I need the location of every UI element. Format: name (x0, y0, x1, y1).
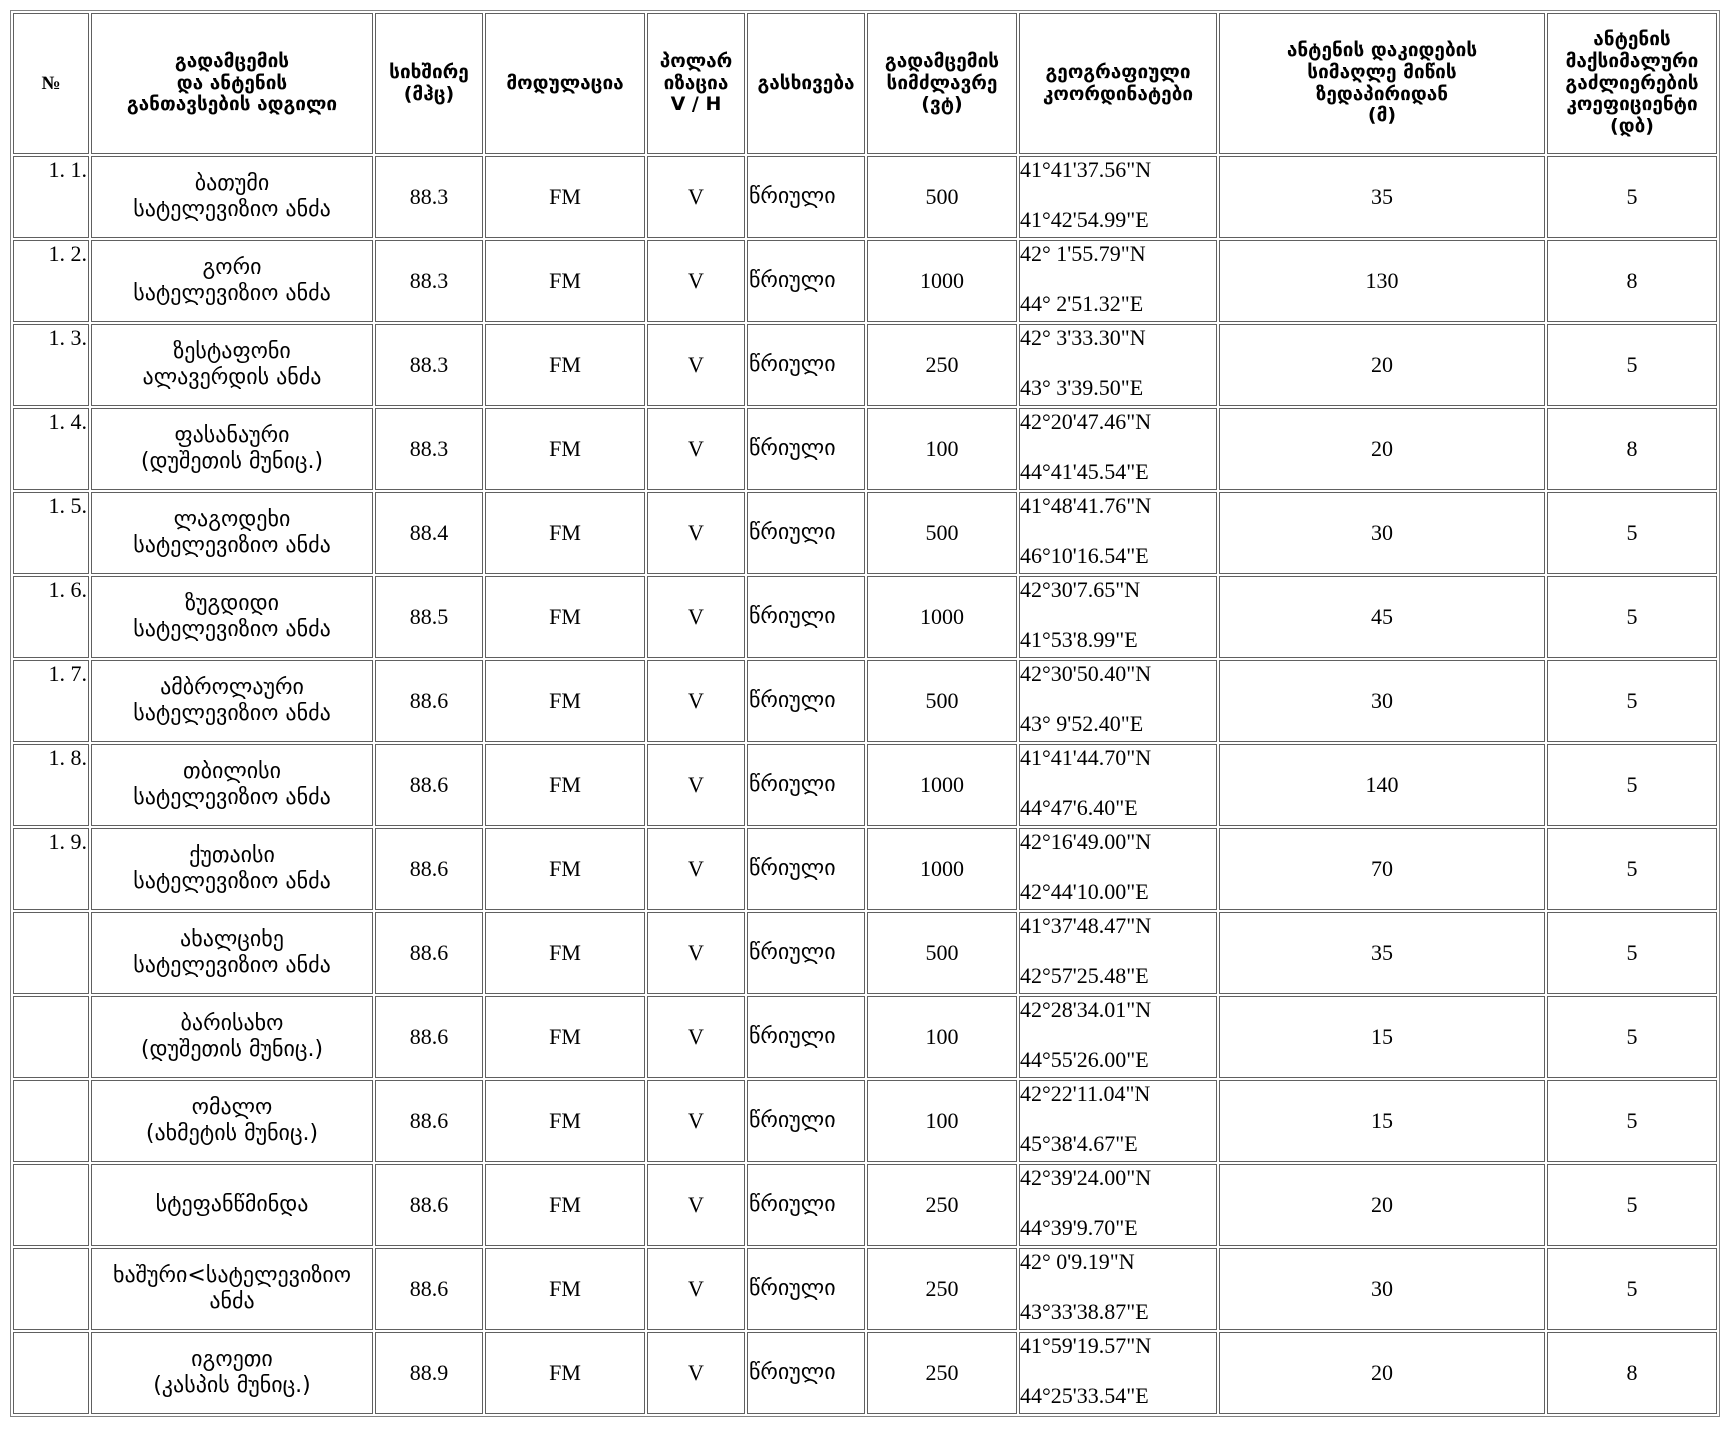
radiation-value: წრიული (747, 1164, 865, 1246)
antenna-gain-value: 5 (1547, 1248, 1717, 1330)
latitude-value: 42° 3'33.30"N (1020, 325, 1146, 350)
site-name: ქუთაისი (189, 842, 275, 868)
antenna-height-value: 35 (1219, 156, 1545, 238)
radiation-value: წრიული (747, 1332, 865, 1414)
power-value: 500 (867, 156, 1017, 238)
latitude-value: 41°41'44.70"N (1020, 745, 1152, 770)
radiation-value: წრიული (747, 156, 865, 238)
latitude-value: 42°30'50.40"N (1020, 661, 1152, 686)
antenna-height-value: 15 (1219, 996, 1545, 1078)
antenna-gain-value: 5 (1547, 324, 1717, 406)
site-detail: ანძა (209, 1289, 255, 1314)
longitude-value: 41°42'54.99"E (1020, 207, 1149, 232)
power-value: 250 (867, 1248, 1017, 1330)
radiation-value: წრიული (747, 240, 865, 322)
polarization-value: V (647, 156, 745, 238)
row-number (13, 1080, 89, 1162)
site-detail: სატელევიზიო ანძა (133, 281, 331, 306)
latitude-value: 42° 1'55.79"N (1020, 241, 1146, 266)
power-value: 500 (867, 492, 1017, 574)
frequency-value: 88.6 (375, 1248, 483, 1330)
longitude-value: 44°25'33.54"E (1020, 1383, 1149, 1408)
modulation-value: FM (485, 660, 645, 742)
site-detail: სატელევიზიო ანძა (133, 869, 331, 894)
header-frequency: სიხშირე (მჰც) (375, 13, 483, 154)
coordinates-cell (1019, 408, 1217, 490)
header-radiation: გასხივება (747, 13, 865, 154)
polarization-value: V (647, 576, 745, 658)
coordinates-cell (1019, 828, 1217, 910)
coordinates-cell (1019, 912, 1217, 994)
table-row (13, 1164, 1717, 1246)
site-name: ფასანაური (174, 422, 290, 448)
site-name: ხაშური<სატელევიზიო (112, 1262, 352, 1288)
antenna-height-value: 20 (1219, 1332, 1545, 1414)
modulation-value: FM (485, 492, 645, 574)
table-row (13, 996, 1717, 1078)
modulation-value: FM (485, 1332, 645, 1414)
modulation-value: FM (485, 744, 645, 826)
modulation-value: FM (485, 1248, 645, 1330)
coordinates-cell (1019, 1164, 1217, 1246)
polarization-value: V (647, 1248, 745, 1330)
antenna-gain-value: 5 (1547, 156, 1717, 238)
site-name: ლაგოდეხი (173, 506, 291, 532)
table-row (13, 912, 1717, 994)
site-detail: (ახმეტის მუნიც.) (145, 1121, 319, 1146)
power-value: 1000 (867, 576, 1017, 658)
table-row (13, 156, 1717, 238)
longitude-value: 43° 9'52.40"E (1020, 711, 1144, 736)
site-detail: სატელევიზიო ანძა (133, 785, 331, 810)
site-detail: (დუშეთის მუნიც.) (140, 449, 324, 474)
coordinates-cell (1019, 1080, 1217, 1162)
radiation-value: წრიული (747, 576, 865, 658)
modulation-value: FM (485, 1080, 645, 1162)
coordinates-cell (1019, 324, 1217, 406)
antenna-height-value: 30 (1219, 660, 1545, 742)
radiation-value: წრიული (747, 408, 865, 490)
table-row (13, 828, 1717, 910)
site-detail: სატელევიზიო ანძა (133, 197, 331, 222)
header-power: გადამცემის სიმძლავრე (ვტ) (867, 13, 1017, 154)
longitude-value: 42°57'25.48"E (1020, 963, 1149, 988)
frequency-value: 88.4 (375, 492, 483, 574)
row-number: 1. 6. (13, 576, 89, 658)
radiation-value: წრიული (747, 660, 865, 742)
table-header (13, 13, 1717, 154)
site-detail: სატელევიზიო ანძა (133, 533, 331, 558)
site-cell (91, 240, 373, 322)
modulation-value: FM (485, 240, 645, 322)
coordinates-cell (1019, 492, 1217, 574)
modulation-value: FM (485, 408, 645, 490)
coordinates-cell (1019, 240, 1217, 322)
antenna-height-value: 45 (1219, 576, 1545, 658)
row-number (13, 1248, 89, 1330)
site-cell (91, 1248, 373, 1330)
radiation-value: წრიული (747, 912, 865, 994)
site-name: სტეფანწმინდა (155, 1191, 309, 1217)
latitude-value: 42°22'11.04"N (1020, 1081, 1151, 1106)
site-detail: სატელევიზიო ანძა (133, 617, 331, 642)
coordinates-cell (1019, 576, 1217, 658)
row-number: 1. 7. (13, 660, 89, 742)
antenna-gain-value: 5 (1547, 576, 1717, 658)
power-value: 1000 (867, 240, 1017, 322)
antenna-gain-value: 8 (1547, 240, 1717, 322)
antenna-gain-value: 5 (1547, 492, 1717, 574)
latitude-value: 41°59'19.57"N (1020, 1333, 1152, 1358)
longitude-value: 41°53'8.99"E (1020, 627, 1138, 652)
longitude-value: 44°55'26.00"E (1020, 1047, 1149, 1072)
coordinates-cell (1019, 996, 1217, 1078)
polarization-value: V (647, 1332, 745, 1414)
row-number: 1. 3. (13, 324, 89, 406)
site-detail: სატელევიზიო ანძა (133, 701, 331, 726)
frequency-value: 88.6 (375, 660, 483, 742)
site-detail: ალავერდის ანძა (142, 365, 322, 390)
row-number: 1. 1. (13, 156, 89, 238)
power-value: 1000 (867, 828, 1017, 910)
power-value: 100 (867, 996, 1017, 1078)
frequency-table (10, 10, 1720, 1417)
latitude-value: 42°20'47.46"N (1020, 409, 1152, 434)
antenna-height-value: 30 (1219, 1248, 1545, 1330)
site-name: ზესტაფონი (173, 338, 291, 364)
power-value: 1000 (867, 744, 1017, 826)
antenna-height-value: 20 (1219, 408, 1545, 490)
frequency-value: 88.5 (375, 576, 483, 658)
table-row (13, 660, 1717, 742)
site-name: თბილისი (182, 758, 282, 784)
polarization-value: V (647, 660, 745, 742)
table-row (13, 744, 1717, 826)
site-cell (91, 1164, 373, 1246)
longitude-value: 44°41'45.54"E (1020, 459, 1149, 484)
polarization-value: V (647, 492, 745, 574)
frequency-value: 88.6 (375, 828, 483, 910)
header-row (13, 13, 1717, 154)
site-cell (91, 156, 373, 238)
site-cell (91, 1332, 373, 1414)
table-row (13, 240, 1717, 322)
latitude-value: 41°41'37.56"N (1020, 157, 1152, 182)
site-name: ომალო (191, 1094, 273, 1120)
antenna-height-value: 20 (1219, 324, 1545, 406)
modulation-value: FM (485, 156, 645, 238)
coordinates-cell (1019, 1332, 1217, 1414)
modulation-value: FM (485, 576, 645, 658)
radiation-value: წრიული (747, 324, 865, 406)
frequency-value: 88.3 (375, 324, 483, 406)
radiation-value: წრიული (747, 996, 865, 1078)
table-row (13, 408, 1717, 490)
row-number: 1. 8. (13, 744, 89, 826)
longitude-value: 44° 2'51.32"E (1020, 291, 1144, 316)
site-detail: (კასპის მუნიც.) (153, 1373, 311, 1398)
coordinates-cell (1019, 156, 1217, 238)
modulation-value: FM (485, 912, 645, 994)
site-cell (91, 1080, 373, 1162)
site-name: ზუგდიდი (184, 590, 280, 616)
radiation-value: წრიული (747, 828, 865, 910)
latitude-value: 41°48'41.76"N (1020, 493, 1152, 518)
table-row (13, 1332, 1717, 1414)
longitude-value: 43°33'38.87"E (1020, 1299, 1149, 1324)
row-number (13, 996, 89, 1078)
header-no: № (13, 13, 89, 154)
polarization-value: V (647, 408, 745, 490)
header-polarization: პოლარ იზაცია V / H (647, 13, 745, 154)
table-row (13, 1248, 1717, 1330)
antenna-gain-value: 5 (1547, 828, 1717, 910)
site-name: ახალციხე (180, 926, 284, 952)
latitude-value: 42°39'24.00"N (1020, 1165, 1152, 1190)
frequency-value: 88.6 (375, 744, 483, 826)
polarization-value: V (647, 912, 745, 994)
antenna-gain-value: 5 (1547, 996, 1717, 1078)
antenna-gain-value: 5 (1547, 912, 1717, 994)
table-row (13, 324, 1717, 406)
table-row (13, 492, 1717, 574)
coordinates-cell (1019, 744, 1217, 826)
frequency-value: 88.6 (375, 1080, 483, 1162)
power-value: 250 (867, 324, 1017, 406)
antenna-gain-value: 5 (1547, 744, 1717, 826)
frequency-value: 88.6 (375, 1164, 483, 1246)
coordinates-cell (1019, 660, 1217, 742)
antenna-height-value: 30 (1219, 492, 1545, 574)
power-value: 250 (867, 1164, 1017, 1246)
antenna-height-value: 35 (1219, 912, 1545, 994)
modulation-value: FM (485, 324, 645, 406)
power-value: 250 (867, 1332, 1017, 1414)
site-cell (91, 996, 373, 1078)
longitude-value: 44°47'6.40"E (1020, 795, 1138, 820)
header-site: გადამცემის და ანტენის განთავსების ადგილი (91, 13, 373, 154)
header-antenna-gain: ანტენის მაქსიმალური გაძლიერების კოეფიციენტი (დბ) (1547, 13, 1717, 154)
table-row (13, 576, 1717, 658)
polarization-value: V (647, 1164, 745, 1246)
antenna-gain-value: 5 (1547, 1164, 1717, 1246)
longitude-value: 45°38'4.67"E (1020, 1131, 1138, 1156)
site-name: ბათუმი (194, 170, 270, 196)
antenna-gain-value: 8 (1547, 1332, 1717, 1414)
longitude-value: 46°10'16.54"E (1020, 543, 1149, 568)
polarization-value: V (647, 324, 745, 406)
site-cell (91, 660, 373, 742)
site-detail: (დუშეთის მუნიც.) (140, 1037, 324, 1062)
polarization-value: V (647, 996, 745, 1078)
frequency-value: 88.6 (375, 912, 483, 994)
longitude-value: 43° 3'39.50"E (1020, 375, 1144, 400)
row-number (13, 1332, 89, 1414)
antenna-height-value: 130 (1219, 240, 1545, 322)
coordinates-cell (1019, 1248, 1217, 1330)
latitude-value: 42°28'34.01"N (1020, 997, 1152, 1022)
radiation-value: წრიული (747, 1248, 865, 1330)
site-cell (91, 324, 373, 406)
site-cell (91, 408, 373, 490)
row-number: 1. 2. (13, 240, 89, 322)
site-name: გორი (202, 254, 262, 280)
site-detail: სატელევიზიო ანძა (133, 953, 331, 978)
table-row (13, 1080, 1717, 1162)
latitude-value: 41°37'48.47"N (1020, 913, 1152, 938)
radiation-value: წრიული (747, 492, 865, 574)
polarization-value: V (647, 828, 745, 910)
table-body (13, 156, 1717, 1414)
polarization-value: V (647, 744, 745, 826)
site-cell (91, 744, 373, 826)
modulation-value: FM (485, 1164, 645, 1246)
frequency-value: 88.3 (375, 156, 483, 238)
row-number: 1. 4. (13, 408, 89, 490)
power-value: 500 (867, 660, 1017, 742)
latitude-value: 42°30'7.65"N (1020, 577, 1141, 602)
frequency-value: 88.3 (375, 408, 483, 490)
power-value: 100 (867, 408, 1017, 490)
row-number: 1. 9. (13, 828, 89, 910)
antenna-gain-value: 8 (1547, 408, 1717, 490)
row-number (13, 1164, 89, 1246)
antenna-height-value: 20 (1219, 1164, 1545, 1246)
antenna-gain-value: 5 (1547, 1080, 1717, 1162)
header-coordinates: გეოგრაფიული კოორდინატები (1019, 13, 1217, 154)
longitude-value: 42°44'10.00"E (1020, 879, 1149, 904)
site-name: ბარისახო (180, 1010, 284, 1036)
antenna-gain-value: 5 (1547, 660, 1717, 742)
site-cell (91, 912, 373, 994)
antenna-height-value: 140 (1219, 744, 1545, 826)
site-name: იგოეთი (191, 1346, 273, 1372)
row-number (13, 912, 89, 994)
header-modulation: მოდულაცია (485, 13, 645, 154)
antenna-height-value: 15 (1219, 1080, 1545, 1162)
site-cell (91, 828, 373, 910)
header-antenna-height: ანტენის დაკიდების სიმაღლე მიწის ზედაპირიდან (მ) (1219, 13, 1545, 154)
polarization-value: V (647, 240, 745, 322)
polarization-value: V (647, 1080, 745, 1162)
frequency-value: 88.6 (375, 996, 483, 1078)
site-cell (91, 576, 373, 658)
row-number: 1. 5. (13, 492, 89, 574)
longitude-value: 44°39'9.70"E (1020, 1215, 1138, 1240)
site-cell (91, 492, 373, 574)
latitude-value: 42° 0'9.19"N (1020, 1249, 1135, 1274)
radiation-value: წრიული (747, 744, 865, 826)
site-name: ამბროლაური (160, 674, 304, 700)
frequency-value: 88.9 (375, 1332, 483, 1414)
modulation-value: FM (485, 996, 645, 1078)
power-value: 500 (867, 912, 1017, 994)
frequency-value: 88.3 (375, 240, 483, 322)
power-value: 100 (867, 1080, 1017, 1162)
modulation-value: FM (485, 828, 645, 910)
radiation-value: წრიული (747, 1080, 865, 1162)
latitude-value: 42°16'49.00"N (1020, 829, 1152, 854)
antenna-height-value: 70 (1219, 828, 1545, 910)
